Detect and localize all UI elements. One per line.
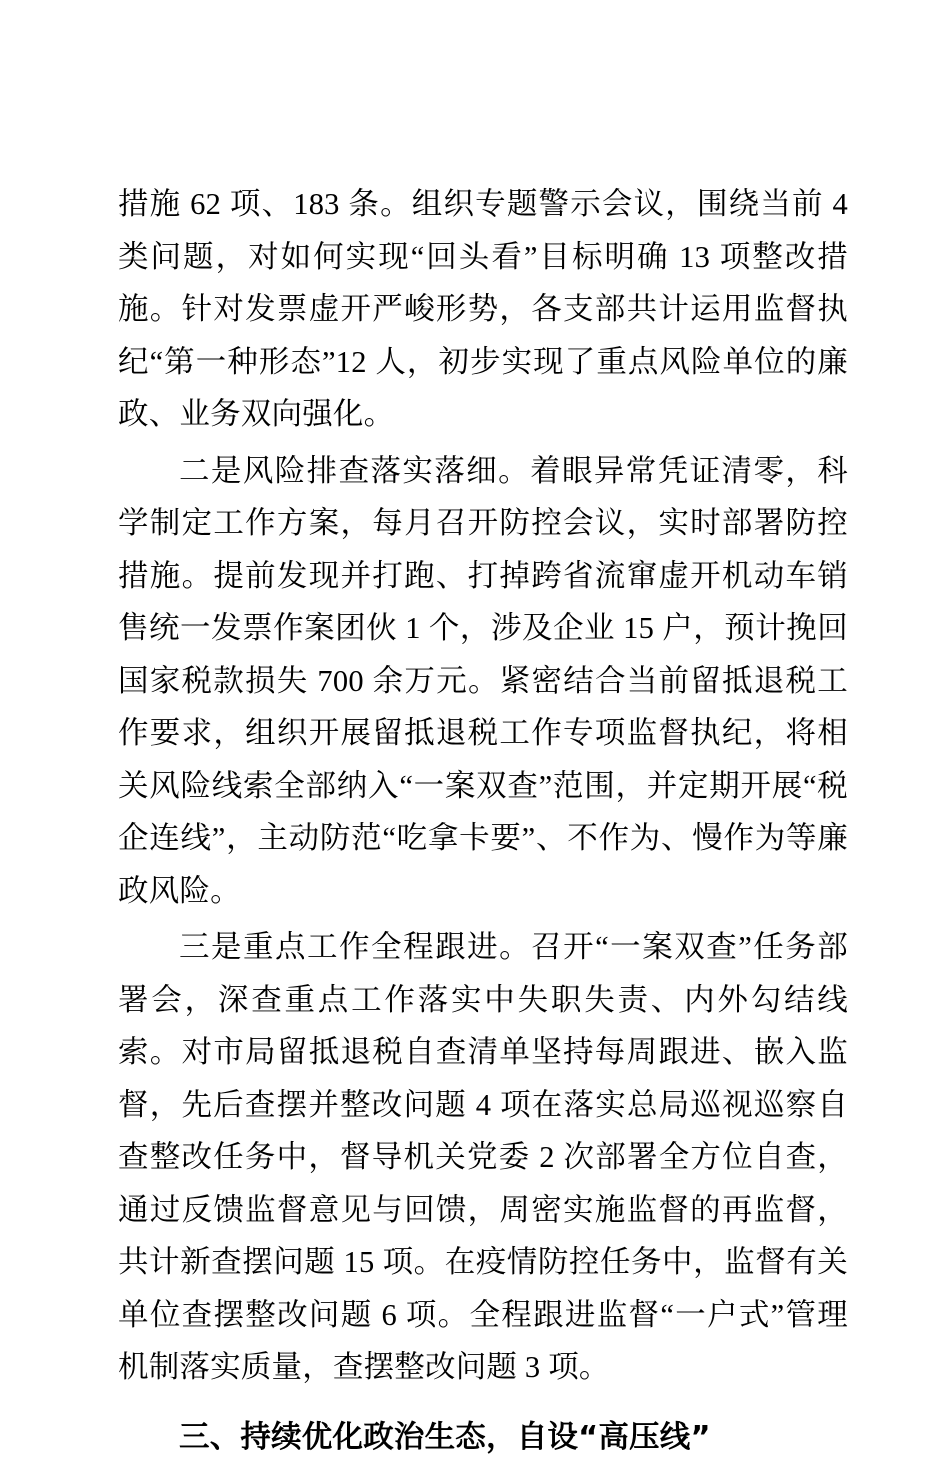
- paragraph-third-point: 三是重点工作全程跟进。召开“一案双查”任务部署会，深查重点工作落实中失职失责、内外勾结线索。对市局留抵退税自查清单坚持每周跟进、嵌入监督，先后查摆并整改问题 4 项在落实总局巡视巡察自查整改任务中，督导机关党委 2 次部署全方位自查，通过反馈监督意见与回馈，周密实施监督的再监督，共计新查摆问题 15 项。在疫情防控任务中，监督有关单位查摆整改问题 6 项。全程跟进监督“一户式”管理机制落实质量，查摆整改问题 3 项。: [118, 921, 848, 1394]
- document-body: [118, 178, 848, 1464]
- paragraph-second-point: 二是风险排查落实落细。着眼异常凭证清零，科学制定工作方案，每月召开防控会议，实时部署防控措施。提前发现并打跑、打掉跨省流窜虚开机动车销售统一发票作案团伙 1 个，涉及企业 15 户，预计挽回国家税款损失 700 余万元。紧密结合当前留抵退税工作要求，组织开展留抵退税工作专项监督执纪，将相关风险线索全部纳入“一案双查”范围，并定期开展“税企连线”，主动防范“吃拿卡要”、不作为、慢作为等廉政风险。: [118, 445, 848, 918]
- section-heading-three: 三、持续优化政治生态，自设“高压线”: [118, 1412, 848, 1464]
- paragraph-continuation: 措施 62 项、183 条。组织专题警示会议，围绕当前 4 类问题，对如何实现“回头看”目标明确 13 项整改措施。针对发票虚开严峻形势，各支部共计运用监督执纪“第一种形态”12 人，初步实现了重点风险单位的廉政、业务双向强化。: [118, 178, 848, 441]
